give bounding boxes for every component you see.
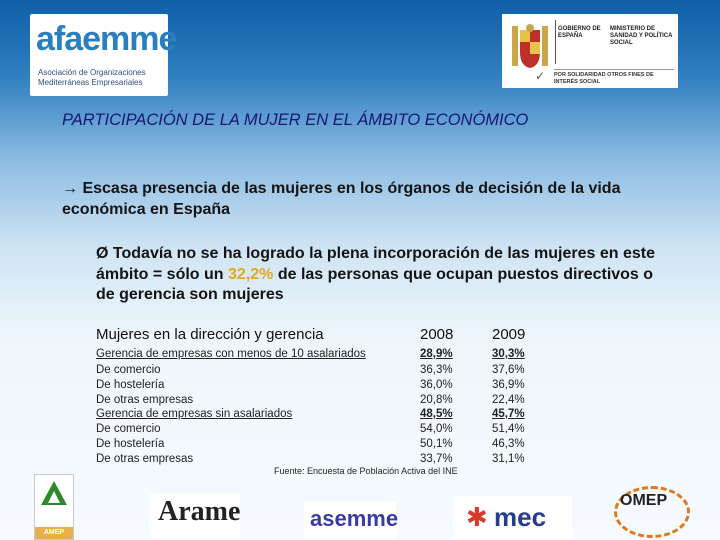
bullet-icon: Ø xyxy=(96,245,109,262)
omep-word: OMEP xyxy=(620,492,668,509)
table-cell-2009: 37,6% xyxy=(492,364,525,376)
coat-of-arms-icon xyxy=(510,22,550,72)
ministerio-label: MINISTERIO DE SANIDAD Y POLÍTICA SOCIAL xyxy=(610,26,673,46)
afaemme-logo-word: afaemme xyxy=(36,20,177,58)
table-cell-2009: 51,4% xyxy=(492,423,525,435)
table-cell-2008: 36,3% xyxy=(420,364,453,376)
table-header xyxy=(96,326,536,348)
table-cell-2008: 33,7% xyxy=(420,453,453,465)
table-cell-label: De hostelería xyxy=(96,379,165,391)
table-row xyxy=(96,379,536,394)
afaemme-logo xyxy=(30,14,177,96)
table-cell-2009: 30,3% xyxy=(492,348,525,360)
point-2-highlight: 32,2% xyxy=(228,265,274,283)
point-1 xyxy=(62,178,662,220)
table-cell-label: Gerencia de empresas con menos de 10 asalariados xyxy=(96,348,366,360)
table-row xyxy=(96,408,536,423)
government-logo xyxy=(502,14,678,88)
table-header-2009: 2009 xyxy=(492,326,526,343)
table-cell-2009: 46,3% xyxy=(492,438,525,450)
table-cell-label: Gerencia de empresas sin asalariados xyxy=(96,408,293,420)
table-cell-2009: 36,9% xyxy=(492,379,525,391)
table-row xyxy=(96,423,536,438)
table-cell-2009: 31,1% xyxy=(492,453,525,465)
omep-logo xyxy=(614,486,688,534)
table-cell-2008: 36,0% xyxy=(420,379,453,391)
table-cell-label: De comercio xyxy=(96,423,161,435)
afaemme-logo-subtitle: Asociación de Organizaciones Mediterráneas Empresariales xyxy=(38,68,146,87)
table-cell-2009: 22,4% xyxy=(492,394,525,406)
table-cell-label: De comercio xyxy=(96,364,161,376)
table-header-label: Mujeres en la dirección y gerencia xyxy=(96,326,324,343)
table-cell-label: De otras empresas xyxy=(96,453,194,465)
amec-word: mec xyxy=(494,502,547,532)
table-header-2008: 2008 xyxy=(420,326,454,343)
arame-logo xyxy=(150,494,240,538)
table-row xyxy=(96,394,536,409)
table-cell-label: De otras empresas xyxy=(96,394,194,406)
point-2-text-before: Todavía no se ha logrado la plena incorporación de las mujeres en este ámbito = sólo un xyxy=(96,245,655,283)
point-2-text-after: de las personas que ocupan puestos directivos o de gerencia son mujeres xyxy=(96,265,654,303)
table-cell-2009: 45,7% xyxy=(492,408,525,420)
table-cell-2008: 48,5% xyxy=(420,408,453,420)
check-icon: ✓ xyxy=(535,69,546,83)
page-title: PARTICIPACIÓN DE LA MUJER EN EL ÁMBITO ECONÓMICO xyxy=(62,111,529,129)
table-source: Fuente: Encuesta de Población Activa del INE xyxy=(274,466,458,476)
table-row xyxy=(96,364,536,379)
point-2 xyxy=(96,244,656,306)
amep-label: AMEP xyxy=(35,527,73,539)
gobierno-label: GOBIERNO DE ESPAÑA xyxy=(558,26,601,39)
asemme-word: asemme xyxy=(310,506,399,531)
arame-word: Arame xyxy=(158,496,241,527)
point-1-text: Escasa presencia de las mujeres en los órganos de decisión de la vida económica en España xyxy=(62,180,621,218)
table-cell-2008: 28,9% xyxy=(420,348,453,360)
table-cell-2008: 54,0% xyxy=(420,423,453,435)
table-row xyxy=(96,438,536,453)
arrow-icon: → xyxy=(62,180,78,197)
asemme-logo xyxy=(304,502,399,538)
table-row xyxy=(96,348,536,363)
person-icon: ✱ xyxy=(466,502,488,532)
table-cell-2008: 20,8% xyxy=(420,394,453,406)
amec-logo xyxy=(454,496,572,540)
table-cell-label: De hostelería xyxy=(96,438,165,450)
table-cell-2008: 50,1% xyxy=(420,438,453,450)
amep-logo xyxy=(34,474,74,540)
solidaridad-label: POR SOLIDARIDAD OTROS FINES DE INTERÉS SOCIAL xyxy=(554,72,654,85)
